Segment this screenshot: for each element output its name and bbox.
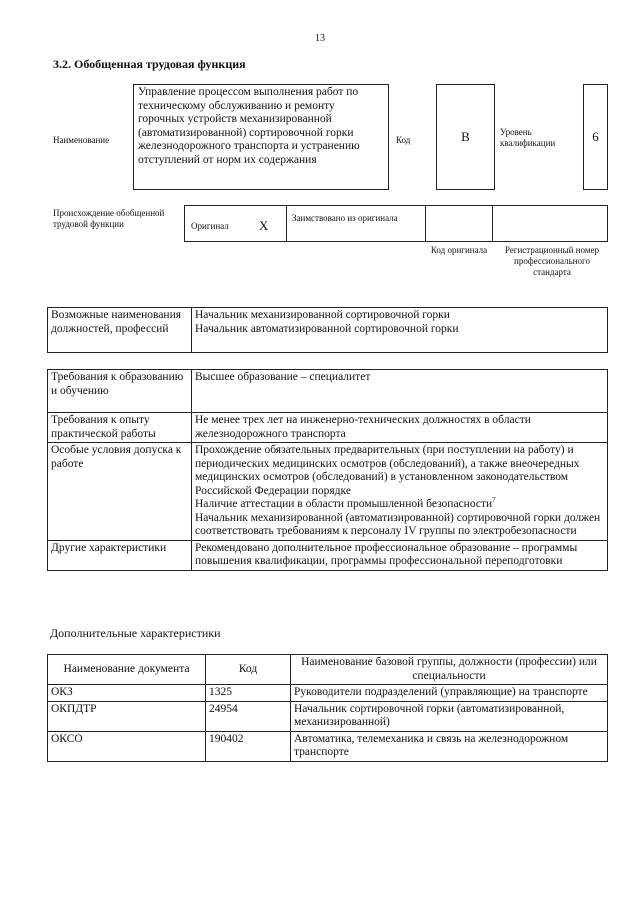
req-value: Не менее трех лет на инженерно-технических должностях в области железнодорожного транспорта bbox=[192, 413, 608, 443]
original-label: Оригинал bbox=[191, 221, 229, 231]
table-row bbox=[48, 701, 608, 731]
col-header: Наименование базовой группы, должности (профессии) или специальности bbox=[291, 655, 608, 685]
level-value: 6 bbox=[592, 129, 599, 144]
table-row bbox=[48, 731, 608, 761]
positions-label: Возможные наименования должностей, профессий bbox=[48, 308, 192, 353]
doc-code: 190402 bbox=[206, 731, 291, 761]
req-value bbox=[192, 443, 608, 541]
req-label: Другие характеристики bbox=[48, 540, 192, 570]
doc-name: ОКСО bbox=[48, 731, 206, 761]
name-value-box bbox=[133, 84, 389, 190]
doc-name: ОКПДТР bbox=[48, 701, 206, 731]
doc-code: 1325 bbox=[206, 685, 291, 702]
page-number: 13 bbox=[315, 33, 325, 44]
positions-value bbox=[192, 308, 608, 353]
reg-number-caption: Регистрационный номер профессионального стандарта bbox=[504, 245, 600, 277]
group-name: Начальник сортировочной горки (автоматизированной, механизированной) bbox=[291, 701, 608, 731]
req-line-text: Наличие аттестации в области промышленной безопасности bbox=[195, 498, 493, 510]
footnote-ref: 7 bbox=[492, 496, 496, 505]
name-value: Управление процессом выполнения работ по техническому обслуживанию и ремонту горочных устройств механизированной (автоматизированной) сортировочной горки железнодорожного транспорта и устранению отступлений от норм их содержания bbox=[138, 86, 360, 166]
level-value-box bbox=[583, 84, 608, 190]
group-name: Руководители подразделений (управляющие) на транспорте bbox=[291, 685, 608, 702]
col-header: Наименование документа bbox=[48, 655, 206, 685]
additional-table bbox=[47, 654, 608, 762]
requirements-table bbox=[47, 369, 608, 571]
level-label: Уровень квалификации bbox=[500, 127, 556, 148]
origin-table bbox=[184, 205, 608, 242]
section-title: 3.2. Обобщенная трудовая функция bbox=[53, 57, 246, 71]
code-original-caption: Код оригинала bbox=[430, 245, 488, 255]
req-label: Требования к опыту практической работы bbox=[48, 413, 192, 443]
name-label: Наименование bbox=[53, 135, 110, 145]
group-name: Автоматика, телемеханика и связь на железнодорожном транспорте bbox=[291, 731, 608, 761]
req-label: Особые условия допуска к работе bbox=[48, 443, 192, 541]
code-value: B bbox=[461, 129, 470, 144]
code-value-box bbox=[436, 84, 495, 190]
req-value: Рекомендовано дополнительное профессиональное образование – программы повышения квалификации, программы профессиональной переподготовки bbox=[192, 540, 608, 570]
divider bbox=[425, 206, 426, 241]
divider bbox=[286, 206, 287, 241]
divider bbox=[492, 206, 493, 241]
doc-name: ОКЗ bbox=[48, 685, 206, 702]
req-value: Высшее образование – специалитет bbox=[192, 370, 608, 413]
position-item: Начальник автоматизированной сортировочной горки bbox=[195, 322, 459, 335]
req-line: Прохождение обязательных предварительных (при поступлении на работу) и периодических медицинских осмотров (обследований), а также внеочередных медицинских осмотров (обследований) в установленном законодательством Российской Федерации порядке bbox=[195, 444, 580, 497]
origin-label: Происхождение обобщенной трудовой функции bbox=[53, 208, 165, 229]
req-label: Требования к образованию и обучению bbox=[48, 370, 192, 413]
position-item: Начальник механизированной сортировочной горки bbox=[195, 309, 450, 321]
table-row bbox=[48, 685, 608, 702]
doc-code: 24954 bbox=[206, 701, 291, 731]
req-line bbox=[195, 498, 604, 512]
additional-title: Дополнительные характеристики bbox=[50, 626, 221, 640]
code-label: Код bbox=[396, 135, 411, 145]
col-header: Код bbox=[206, 655, 291, 685]
req-line: Начальник механизированной (автоматизированной) сортировочной горки должен соответствовать требованиям к персоналу IV группы по электробезопасности bbox=[195, 511, 601, 537]
original-mark: X bbox=[259, 218, 269, 233]
positions-table bbox=[47, 307, 608, 353]
borrowed-label: Заимствовано из оригинала bbox=[292, 213, 398, 223]
